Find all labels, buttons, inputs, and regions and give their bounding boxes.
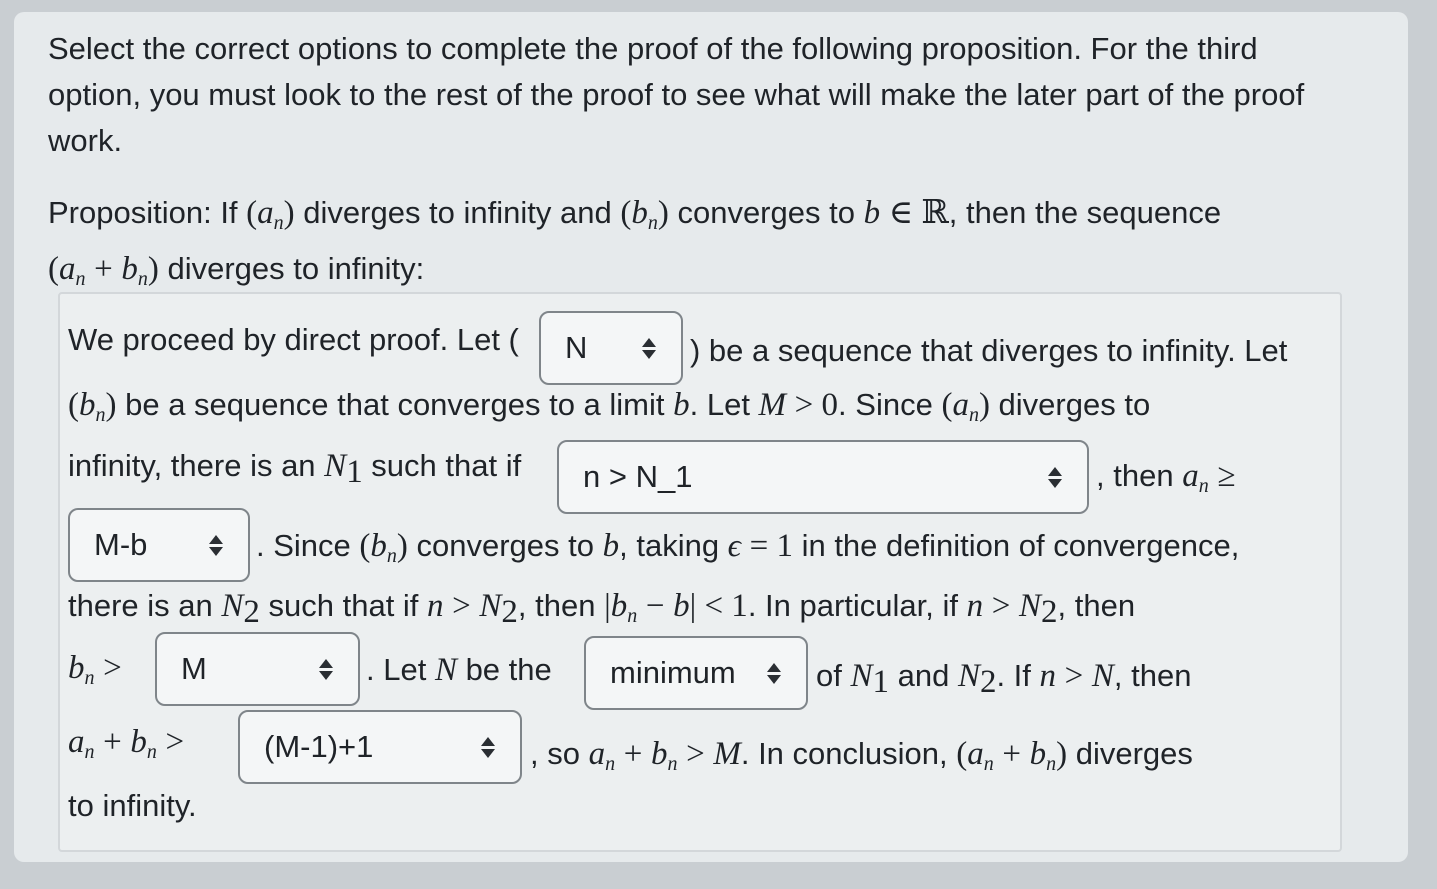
dropdown-bn-bound[interactable]: M xyxy=(155,632,360,706)
proof-line-6-mid: . Let N be the xyxy=(366,652,552,688)
dropdown-condition[interactable]: n > N_1 xyxy=(557,440,1089,514)
proof-line-1-rest: ) be a sequence that diverges to infinity. Let xyxy=(690,333,1288,368)
proof-line-3-rest: , then $a_n$ ≥ xyxy=(1096,458,1236,497)
proposition-line-1: Proposition: If $(a_n)$ diverges to infinity and $(b_n)$ converges to b ∈ ℝ, then the sequence xyxy=(48,195,1222,234)
up-down-chevron-icon xyxy=(641,334,657,362)
instructions-line-3: work. xyxy=(48,123,123,158)
proof-line-7-rest: , so $a_n + b_n > M$. In conclusion, $(a_n + b_n)$ diverges xyxy=(530,736,1193,775)
proof-line-6-rest: of $N_1$ and $N_2$. If n > N, then xyxy=(816,658,1192,700)
up-down-chevron-icon xyxy=(480,733,496,761)
dropdown-min-max[interactable]: minimum xyxy=(584,636,808,710)
up-down-chevron-icon xyxy=(766,659,782,687)
proof-line-6: $b_n$ > xyxy=(68,650,122,689)
proof-line-1: We proceed by direct proof. Let ( xyxy=(68,322,519,357)
proof-line-3: infinity, there is an $N_1$ such that if xyxy=(68,448,522,490)
proof-line-2: $(b_n)$ be a sequence that converges to a limit b. Let M > 0. Since $(a_n)$ diverges to xyxy=(68,387,1151,426)
proof-line-7: $a_n + b_n$ > xyxy=(68,724,185,763)
instructions-line-2: option, you must look to the rest of the proof to see what will make the later part of the proof xyxy=(48,77,1305,112)
instructions xyxy=(48,26,1378,164)
dropdown-sum-bound[interactable]: (M-1)+1 xyxy=(238,710,522,784)
up-down-chevron-icon xyxy=(208,531,224,559)
proof-line-5: there is an $N_2$ such that if $n > N_2$, then $|b_n - b| < 1$. In particular, if $n > N_2$, then xyxy=(68,588,1136,630)
up-down-chevron-icon xyxy=(318,655,334,683)
dropdown-lower-bound[interactable]: M-b xyxy=(68,508,250,582)
proof-line-8: to infinity. xyxy=(68,788,197,823)
proposition-line-2: $(a_n + b_n)$ diverges to infinity: xyxy=(48,251,425,290)
up-down-chevron-icon xyxy=(1047,463,1063,491)
dropdown-sequence-name[interactable]: N xyxy=(539,311,683,385)
proposition xyxy=(48,190,1378,302)
proof-line-4: . Since $(b_n)$ converges to b, taking ϵ = 1 in the definition of convergence, xyxy=(256,528,1240,567)
instructions-line-1: Select the correct options to complete the proof of the following proposition. For the third xyxy=(48,31,1258,66)
